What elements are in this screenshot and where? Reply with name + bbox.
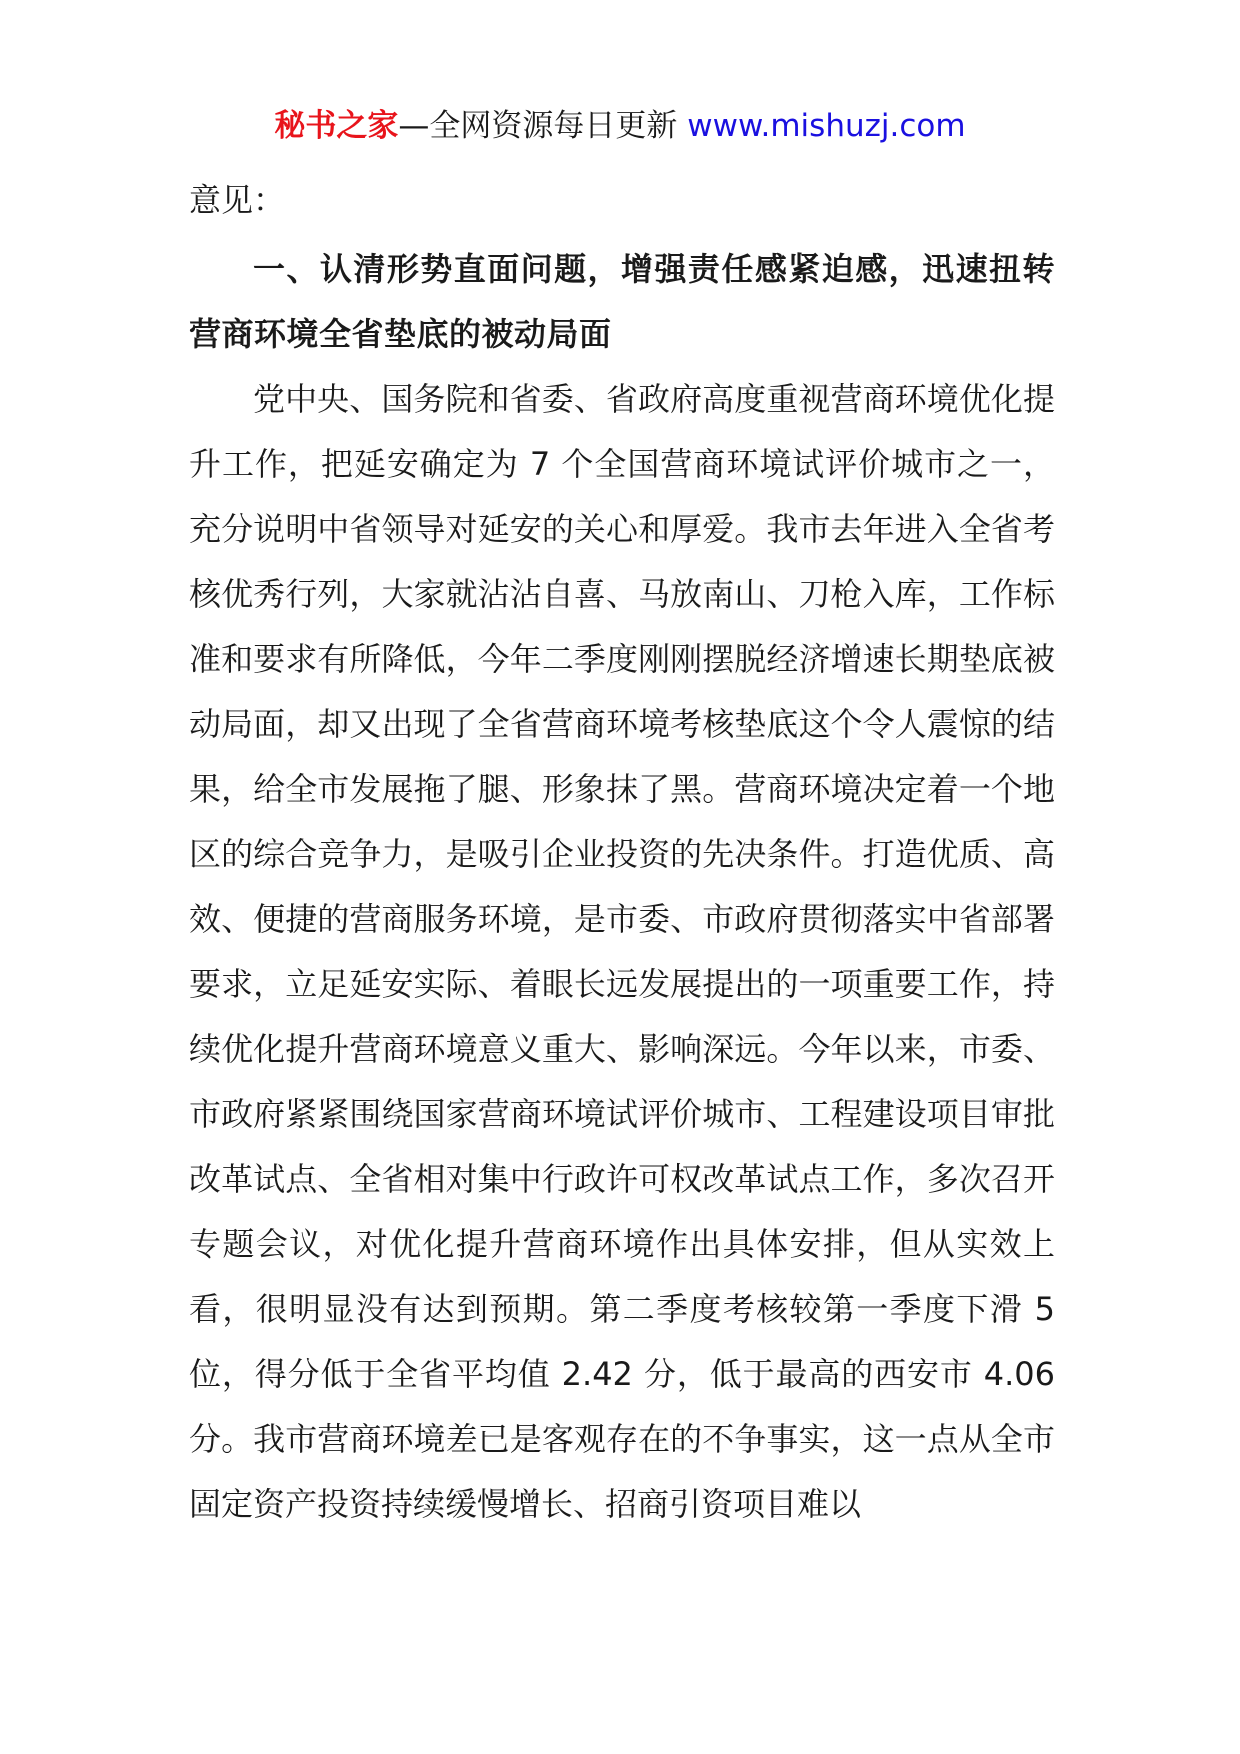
brand-name: 秘书之家 [274, 108, 399, 144]
body-paragraph: 党中央、国务院和省委、省政府高度重视营商环境优化提升工作，把延安确定为 7 个全国营商环境试评价城市之一，充分说明中省领导对延安的关心和厚爱。我市去年进入全省考核优秀行列，大家就沾沾自喜、马放南山、刀枪入库，工作标准和要求有所降低，今年二季度刚刚摆脱经济增速长期垫底被动局面，却又出现了全省营商环境考核垫底这个令人震惊的结果，给全市发展拖了腿、形象抹了黑。营商环境决定着一个地区的综合竞争力，是吸引企业投资的先决条件。打造优质、高效、便捷的营商服务环境，是市委、市政府贯彻落实中省部署要求，立足延安实际、着眼长远发展提出的一项重要工作，持续优化提升营商环境意义重大、影响深远。今年以来，市委、市政府紧紧围绕国家营商环境试评价城市、工程建设项目审批改革试点、全省相对集中行政许可权改革试点工作，多次召开专题会议，对优化提升营商环境作出具体安排，但从实效上看，很明显没有达到预期。第二季度考核较第一季度下滑 5 位，得分低于全省平均值 2.42 分，低于最高的西安市 4.06 分。我市营商环境差已是客观存在的不争事实，这一点从全市固定资产投资持续缓慢增长、招商引资项目难以 [189, 380, 1055, 1523]
header-slogan: —全网资源每日更新 [398, 108, 688, 144]
document-body [189, 168, 1055, 1537]
section-heading: 一、认清形势直面问题，增强责任感紧迫感，迅速扭转营商环境全省垫底的被动局面 [189, 250, 1055, 353]
site-watermark-header [0, 104, 1240, 148]
site-url-link[interactable]: www.mishuzj.com [687, 108, 966, 144]
intro-line: 意见： [189, 181, 286, 219]
